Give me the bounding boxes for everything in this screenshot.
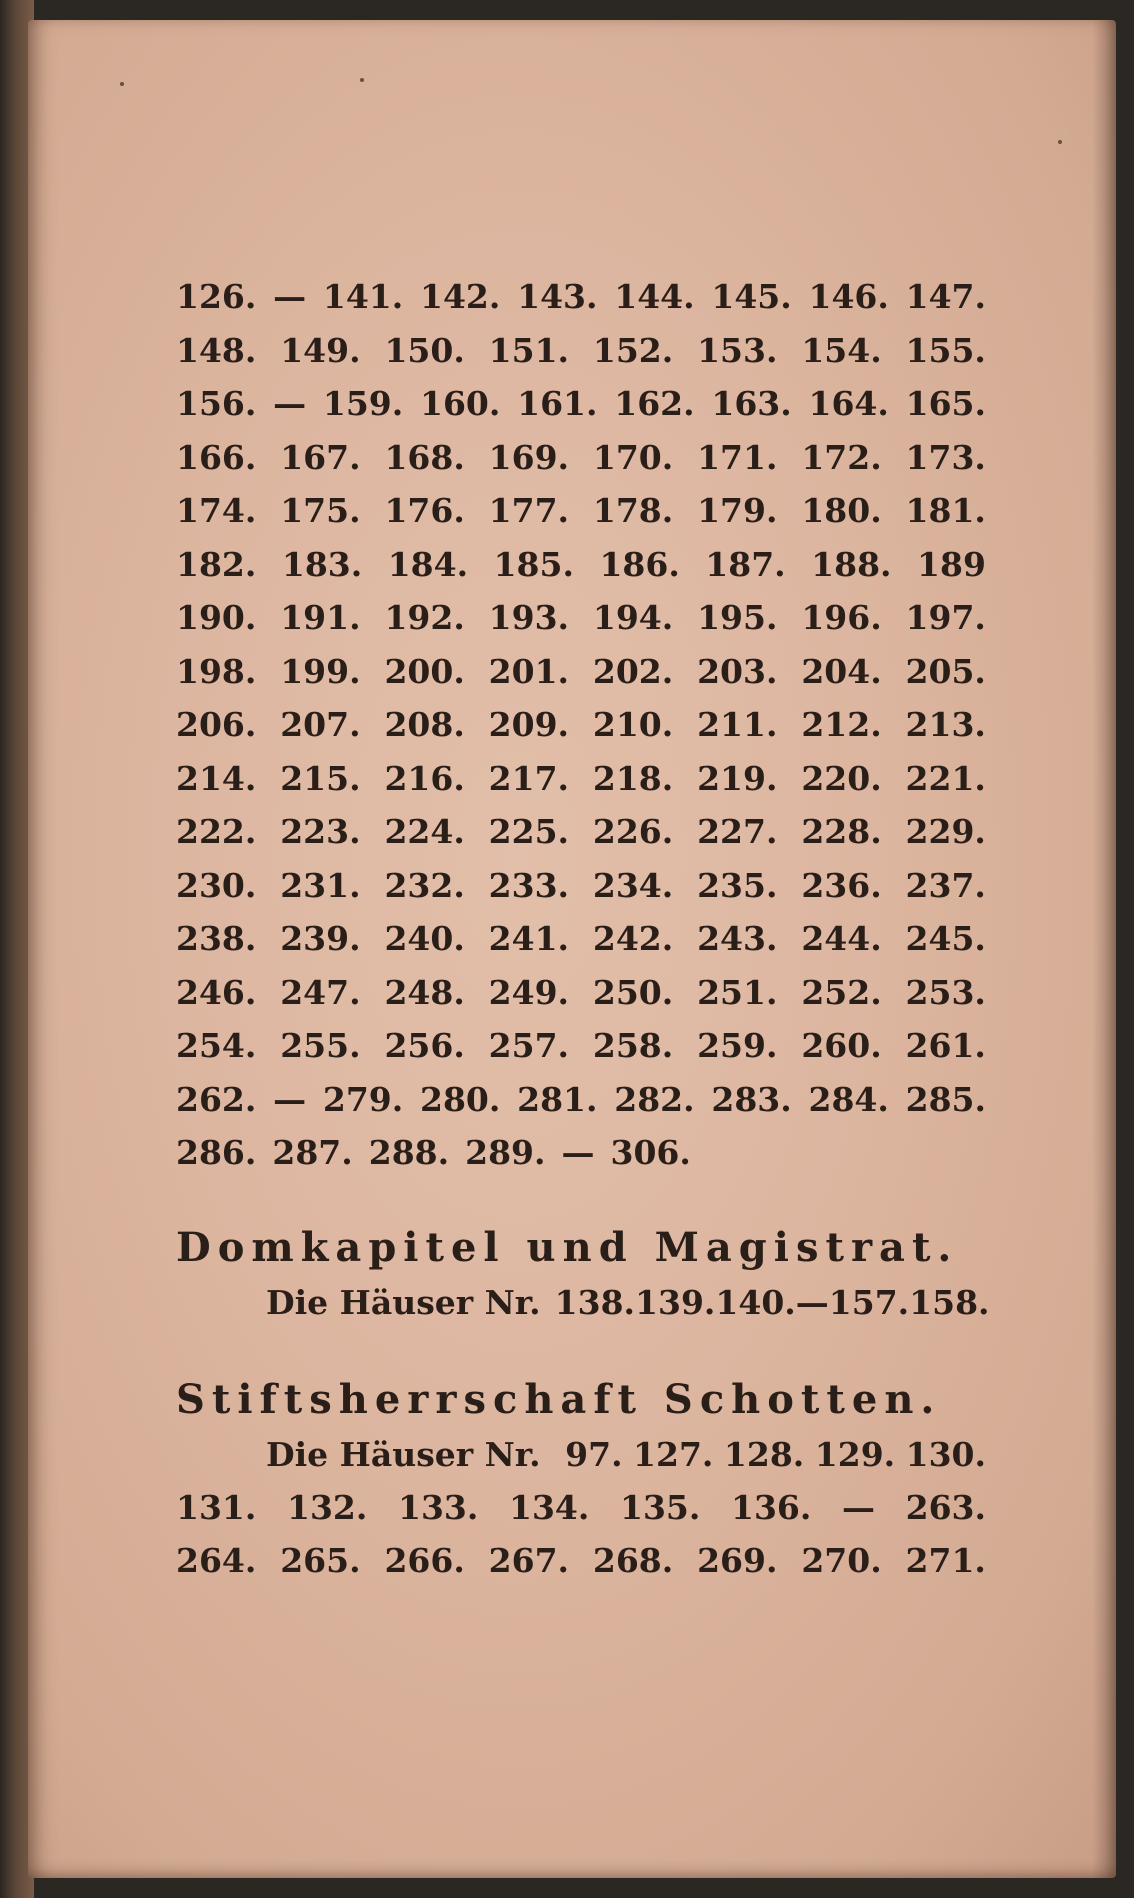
house-number: 150. [384, 330, 465, 370]
house-number: 229. [905, 812, 986, 851]
house-number: 254. [176, 1026, 257, 1065]
house-number: 269. [697, 1541, 778, 1580]
house-number: 194. [592, 598, 674, 637]
number-line [176, 752, 986, 806]
house-number: 212. [801, 705, 882, 744]
house-number: 259. [697, 1026, 778, 1065]
number-line [176, 966, 986, 1020]
house-number: 136. [731, 1488, 812, 1527]
paper-speck [120, 82, 124, 86]
house-number: 231. [280, 865, 361, 905]
house-number: 241. [488, 919, 570, 958]
house-number: 226. [592, 812, 674, 851]
house-number: 239. [280, 919, 361, 958]
house-number: 249. [488, 972, 570, 1012]
house-number: 160. [420, 384, 501, 423]
number-line [176, 805, 986, 859]
house-number: 193. [488, 598, 570, 637]
number-line [176, 859, 986, 913]
house-number: 146. [808, 277, 889, 316]
house-number: 246. [176, 972, 257, 1012]
house-number: 221. [905, 758, 986, 798]
house-number: 280. [420, 1079, 501, 1119]
house-number: 222. [176, 812, 257, 851]
house-number: 167. [280, 437, 361, 477]
house-number: 268. [592, 1541, 674, 1580]
house-number: 215. [280, 758, 361, 798]
number-line [176, 484, 986, 538]
house-number: 206. [176, 705, 257, 744]
house-number: 266. [384, 1541, 465, 1580]
house-number: 139. [635, 1283, 716, 1322]
number-line [176, 591, 986, 645]
house-number: 197. [905, 598, 986, 637]
house-number: 233. [488, 865, 570, 905]
section-intro-line [176, 1276, 990, 1329]
house-number: 288. [368, 1133, 450, 1172]
house-number: 192. [384, 598, 465, 637]
number-line [176, 912, 986, 966]
house-number: 183. [281, 544, 363, 584]
house-number: 151. [488, 330, 570, 370]
section-heading: Domkapitel und Magistrat. [176, 1224, 959, 1271]
house-number: 279. [322, 1079, 404, 1119]
house-number: 262. [176, 1079, 257, 1119]
number-line [176, 645, 986, 699]
house-number: 166. [176, 437, 257, 477]
house-number: 250. [592, 972, 674, 1012]
house-number: 261. [905, 1026, 986, 1065]
house-number: 237. [905, 865, 986, 905]
house-number: 228. [801, 812, 882, 851]
house-number: 97. [565, 1435, 623, 1474]
house-number: 285. [905, 1079, 986, 1119]
house-number: 170. [592, 437, 674, 477]
house-number: 248. [384, 972, 465, 1012]
house-number: 140. [715, 1283, 796, 1322]
house-number: 142. [420, 277, 501, 316]
number-line [176, 431, 986, 485]
house-number: 202. [592, 651, 674, 691]
house-number: 208. [384, 705, 465, 744]
house-number: 218. [592, 758, 674, 798]
house-number: 219. [697, 758, 778, 798]
house-number: 127. [633, 1435, 714, 1474]
house-number: 283. [711, 1079, 792, 1119]
house-number: 169. [488, 437, 570, 477]
house-number: 234. [592, 865, 674, 905]
house-number: 162. [614, 384, 695, 423]
house-number: 253. [905, 972, 986, 1012]
house-number: 267. [488, 1541, 570, 1580]
house-number: 306. [610, 1133, 691, 1172]
range-dash: — [273, 277, 307, 316]
house-number: 265. [280, 1541, 361, 1580]
house-number: 190. [176, 598, 257, 637]
house-number: 188. [811, 544, 892, 584]
house-number: 157. [828, 1283, 910, 1322]
house-number: 223. [280, 812, 361, 851]
section-domkapitel [176, 1220, 990, 1329]
gutter-shadow [1092, 20, 1116, 1878]
house-number: 255. [280, 1026, 361, 1065]
house-number: 133. [398, 1488, 479, 1527]
house-number: 152. [592, 330, 674, 370]
houses-label: Die Häuser Nr. [266, 1283, 541, 1322]
house-number: 132. [287, 1488, 368, 1527]
section-heading: Stiftsherrschaft Schotten. [176, 1376, 942, 1423]
house-number: 172. [801, 437, 882, 477]
house-number: 243. [697, 919, 778, 958]
number-line [176, 1126, 986, 1180]
range-dash: — [842, 1488, 875, 1527]
house-number: 144. [614, 277, 695, 316]
house-number: 244. [801, 919, 882, 958]
house-number: 200. [384, 651, 465, 691]
house-number: 180. [801, 491, 882, 530]
house-number: 235. [697, 865, 778, 905]
paper-speck [1058, 140, 1062, 144]
range-dash: — [273, 1079, 307, 1119]
house-number: 232. [384, 865, 465, 905]
section-schotten [176, 1372, 986, 1587]
house-number: 195. [697, 598, 778, 637]
house-number: 165. [905, 384, 986, 423]
house-number: 201. [488, 651, 570, 691]
number-line [176, 1534, 986, 1587]
house-number: 148. [176, 330, 257, 370]
house-number: 203. [697, 651, 778, 691]
house-number: 130. [905, 1435, 986, 1474]
house-number: 147. [905, 277, 986, 316]
house-number: 196. [801, 598, 882, 637]
house-number: 184. [387, 544, 469, 584]
house-number: 182. [176, 544, 257, 584]
house-number: 161. [517, 384, 598, 423]
house-number: 198. [176, 651, 257, 691]
house-number: 174. [176, 491, 257, 530]
house-number: 247. [280, 972, 361, 1012]
house-number: 185. [493, 544, 574, 584]
house-number: 171. [697, 437, 778, 477]
houses-label: Die Häuser Nr. [266, 1435, 541, 1474]
paper-speck [360, 78, 364, 82]
number-line [176, 377, 986, 431]
house-number: 260. [801, 1026, 882, 1065]
house-number: 287. [272, 1133, 353, 1172]
house-number: 126. [176, 277, 257, 316]
house-number: 216. [384, 758, 465, 798]
house-number: 271. [905, 1541, 986, 1580]
house-number: 191. [280, 598, 361, 637]
number-line [176, 538, 986, 592]
house-number: 257. [488, 1026, 570, 1065]
house-number: 155. [905, 330, 986, 370]
range-dash: — [273, 384, 307, 423]
house-number: 286. [176, 1133, 257, 1172]
house-number: 251. [697, 972, 778, 1012]
house-number: 264. [176, 1541, 257, 1580]
house-number: 154. [801, 330, 882, 370]
house-number: 159. [322, 384, 404, 423]
house-number: 141. [322, 277, 404, 316]
house-number: 258. [592, 1026, 674, 1065]
house-number: 205. [905, 651, 986, 691]
house-number: 225. [488, 812, 570, 851]
section-number-lines [176, 1481, 986, 1587]
house-number: 245. [905, 919, 986, 958]
house-number: 163. [711, 384, 792, 423]
house-number: 158. [909, 1283, 990, 1322]
house-number: 128. [723, 1435, 805, 1474]
house-number: 263. [905, 1488, 986, 1527]
section-intro-line [176, 1428, 986, 1481]
house-number: 135. [620, 1488, 701, 1527]
house-number: 224. [384, 812, 465, 851]
house-number: 187. [705, 544, 786, 584]
house-number: 214. [176, 758, 257, 798]
number-line [176, 1019, 986, 1073]
house-number: 238. [176, 919, 257, 958]
house-number: 179. [697, 491, 778, 530]
house-number: 156. [176, 384, 257, 423]
house-number: 240. [384, 919, 465, 958]
house-number: 213. [905, 705, 986, 744]
house-number: 281. [517, 1079, 598, 1119]
house-number: 256. [384, 1026, 465, 1065]
range-dash: — [561, 1133, 595, 1172]
house-number: 211. [697, 705, 778, 744]
house-number: 189 [917, 544, 986, 584]
house-number: 207. [280, 705, 361, 744]
house-number: 270. [801, 1541, 882, 1580]
house-number: 145. [711, 277, 792, 316]
house-number: 175. [280, 491, 361, 530]
house-number: 176. [384, 491, 465, 530]
house-number: 289. [465, 1133, 546, 1172]
house-number: 186. [599, 544, 680, 584]
house-number: 138. [554, 1283, 636, 1322]
house-number: 178. [592, 491, 674, 530]
number-line [176, 1073, 986, 1127]
range-dash: — [795, 1283, 829, 1322]
house-number: 149. [280, 330, 361, 370]
house-number: 164. [808, 384, 889, 423]
house-number: 168. [384, 437, 465, 477]
house-number: 177. [488, 491, 570, 530]
house-number: 129. [814, 1435, 896, 1474]
house-number: 173. [905, 437, 986, 477]
house-number: 134. [509, 1488, 590, 1527]
house-number: 209. [488, 705, 570, 744]
house-number: 230. [176, 865, 257, 905]
house-number: 242. [592, 919, 674, 958]
house-number: 143. [517, 277, 598, 316]
number-line [176, 270, 986, 324]
house-number: 252. [801, 972, 882, 1012]
number-line [176, 698, 986, 752]
house-number: 236. [801, 865, 882, 905]
house-number: 181. [905, 491, 986, 530]
house-number: 153. [697, 330, 778, 370]
house-number: 210. [592, 705, 674, 744]
house-number: 217. [488, 758, 570, 798]
house-number: 284. [808, 1079, 889, 1119]
house-number: 227. [697, 812, 778, 851]
house-number: 282. [614, 1079, 695, 1119]
number-line [176, 324, 986, 378]
house-number: 204. [801, 651, 882, 691]
house-number: 199. [280, 651, 361, 691]
house-number-list [176, 270, 986, 1180]
number-line [176, 1481, 986, 1534]
house-number: 220. [801, 758, 882, 798]
house-number: 131. [176, 1488, 257, 1527]
